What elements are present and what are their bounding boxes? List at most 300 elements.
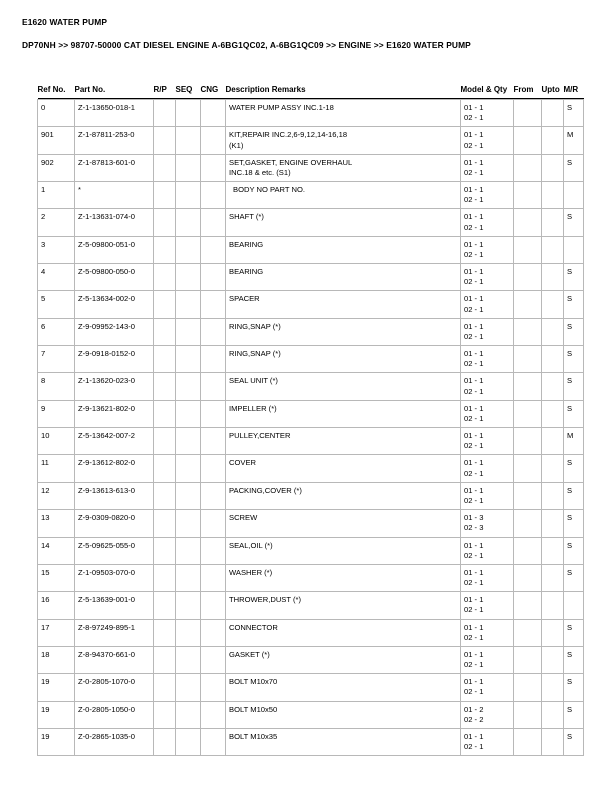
cell-rp <box>154 373 176 400</box>
cell-seq <box>176 264 201 291</box>
parts-table-body <box>38 100 584 756</box>
table-row[interactable] <box>38 482 584 509</box>
cell-description <box>226 209 461 236</box>
table-row[interactable] <box>38 100 584 127</box>
cell-model-qty <box>461 182 514 209</box>
cell-cng <box>201 646 226 673</box>
cell-cng <box>201 264 226 291</box>
cell-seq <box>176 674 201 701</box>
cell-part-no: Z-8-97249-895-1 <box>75 619 154 646</box>
table-row[interactable] <box>38 400 584 427</box>
cell-part-no: Z-9-13613-613-0 <box>75 482 154 509</box>
cell-mr: S <box>564 674 584 701</box>
cell-ref-no: 3 <box>38 236 75 263</box>
cell-rp <box>154 537 176 564</box>
cell-description <box>226 236 461 263</box>
description-line: GASKET (*) <box>229 649 270 659</box>
description-line: SET,GASKET, ENGINE OVERHAUL <box>229 157 353 167</box>
cell-from <box>514 182 542 209</box>
cell-rp <box>154 619 176 646</box>
column-header-rp: R/P <box>153 85 167 94</box>
cell-upto <box>542 346 564 373</box>
cell-part-no: Z-8-94370-661-0 <box>75 646 154 673</box>
cell-cng <box>201 564 226 591</box>
cell-ref-no: 13 <box>38 510 75 537</box>
cell-description <box>226 318 461 345</box>
cell-ref-no: 8 <box>38 373 75 400</box>
cell-model-qty <box>461 564 514 591</box>
table-row[interactable] <box>38 318 584 345</box>
cell-upto <box>542 537 564 564</box>
cell-part-no: Z-5-13634-002-0 <box>75 291 154 318</box>
cell-description <box>226 619 461 646</box>
cell-upto <box>542 400 564 427</box>
model-qty-line: 02 - 1 <box>464 140 484 150</box>
cell-rp <box>154 482 176 509</box>
cell-model-qty <box>461 154 514 181</box>
cell-from <box>514 154 542 181</box>
cell-from <box>514 209 542 236</box>
cell-upto <box>542 619 564 646</box>
cell-upto <box>542 646 564 673</box>
description-line: PULLEY,CENTER <box>229 431 291 441</box>
cell-cng <box>201 619 226 646</box>
cell-from <box>514 127 542 154</box>
cell-description <box>226 400 461 427</box>
description-line: SPACER <box>229 294 260 304</box>
cell-ref-no: 19 <box>38 674 75 701</box>
table-row[interactable] <box>38 564 584 591</box>
column-header-mr: M/R <box>563 85 579 94</box>
cell-model-qty <box>461 674 514 701</box>
description-line: RING,SNAP (*) <box>229 349 281 359</box>
cell-ref-no: 4 <box>38 264 75 291</box>
model-qty-line: 02 - 1 <box>464 386 484 396</box>
model-qty-line: 02 - 1 <box>464 441 484 451</box>
cell-ref-no: 15 <box>38 564 75 591</box>
column-header-part-no: Part No. <box>74 85 106 94</box>
cell-mr: S <box>564 291 584 318</box>
description-line: THROWER,DUST (*) <box>229 595 301 605</box>
description-line: KIT,REPAIR INC.2,6-9,12,14-16,18 <box>229 130 348 140</box>
column-header-ref-no: Ref No. <box>37 85 66 94</box>
cell-model-qty <box>461 537 514 564</box>
cell-part-no: Z-9-0309-0820-0 <box>75 510 154 537</box>
cell-ref-no: 12 <box>38 482 75 509</box>
cell-ref-no: 14 <box>38 537 75 564</box>
header-row <box>38 85 584 99</box>
model-qty-line: 02 - 2 <box>464 714 484 724</box>
cell-part-no: Z-1-13631-074-0 <box>75 209 154 236</box>
table-row[interactable] <box>38 701 584 728</box>
cell-from <box>514 373 542 400</box>
model-qty-line: 01 - 1 <box>464 267 484 277</box>
model-qty-line: 02 - 3 <box>464 523 484 533</box>
model-qty-line: 02 - 1 <box>464 167 484 177</box>
cell-description <box>226 291 461 318</box>
description-line: CONNECTOR <box>229 622 278 632</box>
cell-cng <box>201 100 226 127</box>
cell-part-no: Z-5-09625-055-0 <box>75 537 154 564</box>
cell-rp <box>154 182 176 209</box>
cell-seq <box>176 537 201 564</box>
cell-ref-no: 11 <box>38 455 75 482</box>
cell-cng <box>201 428 226 455</box>
cell-cng <box>201 236 226 263</box>
cell-mr <box>564 182 584 209</box>
table-row[interactable] <box>38 592 584 619</box>
cell-part-no: Z-5-13639-001-0 <box>75 592 154 619</box>
description-line: SCREW <box>229 513 258 523</box>
table-row[interactable] <box>38 373 584 400</box>
cell-upto <box>542 564 564 591</box>
model-qty-line: 02 - 1 <box>464 578 484 588</box>
table-row[interactable] <box>38 674 584 701</box>
page-title: E1620 WATER PUMP <box>22 17 108 27</box>
cell-part-no: Z-5-09800-050-0 <box>75 264 154 291</box>
model-qty-line: 01 - 1 <box>464 431 484 441</box>
table-row[interactable] <box>38 264 584 291</box>
model-qty-line: 02 - 1 <box>464 742 484 752</box>
parts-table-header <box>38 85 584 100</box>
cell-model-qty <box>461 346 514 373</box>
cell-mr: S <box>564 264 584 291</box>
cell-seq <box>176 728 201 755</box>
model-qty-line: 01 - 1 <box>464 212 484 222</box>
cell-cng <box>201 592 226 619</box>
cell-seq <box>176 400 201 427</box>
cell-rp <box>154 428 176 455</box>
cell-seq <box>176 482 201 509</box>
cell-ref-no: 6 <box>38 318 75 345</box>
cell-cng <box>201 127 226 154</box>
description-line: IMPELLER (*) <box>229 403 277 413</box>
cell-description <box>226 428 461 455</box>
cell-description <box>226 455 461 482</box>
cell-rp <box>154 100 176 127</box>
cell-cng <box>201 346 226 373</box>
model-qty-line: 01 - 1 <box>464 731 484 741</box>
cell-part-no: Z-1-87813-601-0 <box>75 154 154 181</box>
cell-description <box>226 154 461 181</box>
cell-rp <box>154 346 176 373</box>
cell-seq <box>176 373 201 400</box>
column-header-description: Description Remarks <box>225 85 306 94</box>
cell-from <box>514 537 542 564</box>
cell-cng <box>201 510 226 537</box>
model-qty-line: 01 - 1 <box>464 485 484 495</box>
cell-mr: S <box>564 510 584 537</box>
cell-ref-no: 2 <box>38 209 75 236</box>
cell-seq <box>176 455 201 482</box>
cell-part-no: Z-0-2865-1035-0 <box>75 728 154 755</box>
model-qty-line: 01 - 1 <box>464 239 484 249</box>
cell-rp <box>154 646 176 673</box>
cell-mr: S <box>564 537 584 564</box>
cell-mr: S <box>564 701 584 728</box>
cell-description <box>226 482 461 509</box>
column-header-seq: SEQ <box>175 85 193 94</box>
table-row[interactable] <box>38 619 584 646</box>
cell-ref-no: 5 <box>38 291 75 318</box>
cell-mr: S <box>564 346 584 373</box>
cell-ref-no: 0 <box>38 100 75 127</box>
cell-upto <box>542 701 564 728</box>
table-row[interactable] <box>38 346 584 373</box>
cell-part-no: Z-9-0918-0152-0 <box>75 346 154 373</box>
model-qty-line: 02 - 1 <box>464 359 484 369</box>
cell-mr: S <box>564 728 584 755</box>
model-qty-line: 01 - 1 <box>464 649 484 659</box>
cell-from <box>514 646 542 673</box>
model-qty-line: 02 - 1 <box>464 550 484 560</box>
cell-rp <box>154 264 176 291</box>
cell-model-qty <box>461 318 514 345</box>
description-line: RING,SNAP (*) <box>229 321 281 331</box>
cell-cng <box>201 701 226 728</box>
cell-rp <box>154 510 176 537</box>
cell-upto <box>542 209 564 236</box>
column-header-cng: CNG <box>200 85 219 94</box>
column-header-model-qty: Model & Qty <box>460 85 508 94</box>
cell-rp <box>154 674 176 701</box>
model-qty-line: 02 - 1 <box>464 468 484 478</box>
cell-rp <box>154 236 176 263</box>
cell-from <box>514 564 542 591</box>
cell-model-qty <box>461 619 514 646</box>
cell-ref-no: 19 <box>38 728 75 755</box>
cell-rp <box>154 701 176 728</box>
model-qty-line: 02 - 1 <box>464 249 484 259</box>
cell-seq <box>176 318 201 345</box>
cell-seq <box>176 127 201 154</box>
cell-description <box>226 728 461 755</box>
cell-from <box>514 428 542 455</box>
cell-ref-no: 9 <box>38 400 75 427</box>
cell-mr: S <box>564 154 584 181</box>
column-header-upto: Upto <box>541 85 560 94</box>
cell-mr: S <box>564 400 584 427</box>
cell-part-no: Z-1-87811-253-0 <box>75 127 154 154</box>
cell-cng <box>201 182 226 209</box>
table-row[interactable] <box>38 236 584 263</box>
cell-seq <box>176 291 201 318</box>
cell-upto <box>542 482 564 509</box>
cell-part-no: Z-5-09800-051-0 <box>75 236 154 263</box>
model-qty-line: 01 - 1 <box>464 321 484 331</box>
cell-seq <box>176 564 201 591</box>
cell-model-qty <box>461 482 514 509</box>
table-row[interactable] <box>38 537 584 564</box>
cell-from <box>514 674 542 701</box>
cell-description <box>226 182 461 209</box>
table-row[interactable] <box>38 646 584 673</box>
description-line: COVER <box>229 458 257 468</box>
model-qty-line: 01 - 3 <box>464 513 484 523</box>
cell-upto <box>542 592 564 619</box>
cell-part-no: Z-0-2805-1050-0 <box>75 701 154 728</box>
model-qty-line: 02 - 1 <box>464 113 484 123</box>
cell-ref-no: 901 <box>38 127 75 154</box>
table-row[interactable] <box>38 154 584 181</box>
model-qty-line: 02 - 1 <box>464 277 484 287</box>
cell-ref-no: 1 <box>38 182 75 209</box>
cell-seq <box>176 428 201 455</box>
cell-rp <box>154 592 176 619</box>
cell-model-qty <box>461 209 514 236</box>
cell-upto <box>542 674 564 701</box>
cell-from <box>514 592 542 619</box>
cell-cng <box>201 728 226 755</box>
model-qty-line: 02 - 1 <box>464 222 484 232</box>
model-qty-line: 01 - 1 <box>464 677 484 687</box>
table-row[interactable] <box>38 291 584 318</box>
model-qty-line: 02 - 1 <box>464 687 484 697</box>
cell-seq <box>176 510 201 537</box>
cell-part-no: Z-9-09952-143-0 <box>75 318 154 345</box>
model-qty-line: 01 - 1 <box>464 540 484 550</box>
cell-model-qty <box>461 728 514 755</box>
model-qty-line: 02 - 1 <box>464 495 484 505</box>
cell-model-qty <box>461 100 514 127</box>
cell-part-no: Z-1-13650-018-1 <box>75 100 154 127</box>
cell-description <box>226 701 461 728</box>
cell-ref-no: 19 <box>38 701 75 728</box>
breadcrumb: DP70NH >> 98707-50000 CAT DIESEL ENGINE A-6BG1QC02, A-6BG1QC09 >> ENGINE >> E1620 WATER PUMP <box>22 40 471 50</box>
model-qty-line: 02 - 1 <box>464 660 484 670</box>
model-qty-line: 02 - 1 <box>464 413 484 423</box>
cell-rp <box>154 400 176 427</box>
table-row[interactable] <box>38 455 584 482</box>
cell-seq <box>176 236 201 263</box>
cell-mr: M <box>564 428 584 455</box>
model-qty-line: 01 - 1 <box>464 157 484 167</box>
cell-rp <box>154 209 176 236</box>
cell-cng <box>201 373 226 400</box>
model-qty-line: 01 - 1 <box>464 376 484 386</box>
description-line: INC.18 & etc. (S1) <box>229 167 291 177</box>
cell-description <box>226 373 461 400</box>
description-line: WASHER (*) <box>229 567 273 577</box>
model-qty-line: 02 - 1 <box>464 605 484 615</box>
cell-mr: S <box>564 318 584 345</box>
cell-description <box>226 100 461 127</box>
cell-mr: S <box>564 455 584 482</box>
parts-table <box>37 85 584 756</box>
cell-seq <box>176 346 201 373</box>
model-qty-line: 02 - 1 <box>464 195 484 205</box>
table-row[interactable] <box>38 728 584 755</box>
cell-upto <box>542 154 564 181</box>
cell-cng <box>201 400 226 427</box>
cell-part-no: Z-0-2805-1070-0 <box>75 674 154 701</box>
model-qty-line: 02 - 1 <box>464 632 484 642</box>
cell-seq <box>176 701 201 728</box>
cell-from <box>514 455 542 482</box>
cell-description <box>226 264 461 291</box>
cell-mr: S <box>564 209 584 236</box>
column-header-from: From <box>513 85 534 94</box>
cell-from <box>514 728 542 755</box>
model-qty-line: 02 - 1 <box>464 331 484 341</box>
cell-part-no: Z-1-09503-070-0 <box>75 564 154 591</box>
cell-mr: S <box>564 100 584 127</box>
description-line: SHAFT (*) <box>229 212 264 222</box>
cell-description <box>226 564 461 591</box>
model-qty-line: 01 - 1 <box>464 103 484 112</box>
cell-upto <box>542 127 564 154</box>
cell-cng <box>201 537 226 564</box>
description-line: BEARING <box>229 239 264 249</box>
cell-from <box>514 619 542 646</box>
cell-seq <box>176 646 201 673</box>
cell-cng <box>201 674 226 701</box>
cell-ref-no: 902 <box>38 154 75 181</box>
cell-description <box>226 510 461 537</box>
description-line: PACKING,COVER (*) <box>229 485 302 495</box>
cell-cng <box>201 209 226 236</box>
cell-mr <box>564 236 584 263</box>
cell-rp <box>154 728 176 755</box>
description-line: BOLT M10x70 <box>229 677 278 687</box>
description-line: SEAL UNIT (*) <box>229 376 278 386</box>
cell-cng <box>201 291 226 318</box>
cell-from <box>514 264 542 291</box>
cell-cng <box>201 482 226 509</box>
table-row[interactable] <box>38 209 584 236</box>
table-row[interactable] <box>38 127 584 154</box>
cell-description <box>226 592 461 619</box>
cell-model-qty <box>461 428 514 455</box>
cell-cng <box>201 318 226 345</box>
model-qty-line: 01 - 1 <box>464 349 484 359</box>
cell-upto <box>542 291 564 318</box>
cell-part-no: * <box>75 182 154 209</box>
cell-from <box>514 400 542 427</box>
cell-model-qty <box>461 400 514 427</box>
description-line: SEAL,OIL (*) <box>229 540 273 550</box>
cell-description <box>226 346 461 373</box>
description-line: (K1) <box>229 140 244 150</box>
model-qty-line: 01 - 1 <box>464 458 484 468</box>
cell-rp <box>154 564 176 591</box>
parts-table-container <box>37 85 583 756</box>
model-qty-line: 01 - 1 <box>464 294 484 304</box>
table-row[interactable] <box>38 510 584 537</box>
model-qty-line: 01 - 1 <box>464 622 484 632</box>
cell-from <box>514 291 542 318</box>
cell-model-qty <box>461 510 514 537</box>
cell-model-qty <box>461 701 514 728</box>
cell-model-qty <box>461 264 514 291</box>
cell-upto <box>542 428 564 455</box>
cell-seq <box>176 209 201 236</box>
model-qty-line: 01 - 1 <box>464 185 484 195</box>
cell-rp <box>154 318 176 345</box>
table-row[interactable] <box>38 428 584 455</box>
table-row[interactable] <box>38 182 584 209</box>
cell-model-qty <box>461 127 514 154</box>
model-qty-line: 02 - 1 <box>464 304 484 314</box>
description-line: BEARING <box>229 267 264 277</box>
cell-upto <box>542 728 564 755</box>
cell-ref-no: 17 <box>38 619 75 646</box>
description-line: BODY NO PART NO. <box>233 185 306 195</box>
cell-from <box>514 236 542 263</box>
cell-upto <box>542 510 564 537</box>
cell-model-qty <box>461 291 514 318</box>
cell-part-no: Z-5-13642-007-2 <box>75 428 154 455</box>
